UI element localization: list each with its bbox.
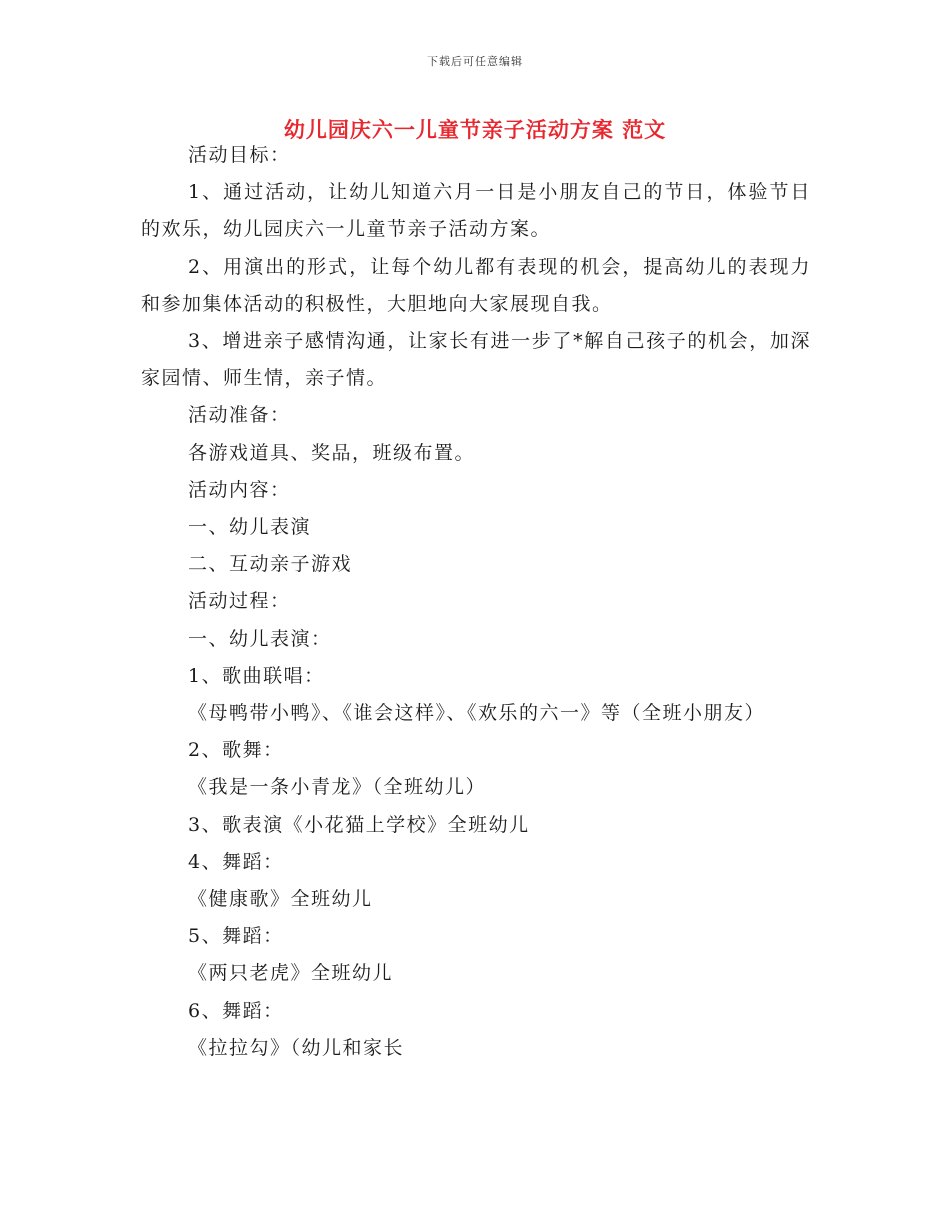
program-item-3: 3、歌表演《小花猫上学校》全班幼儿: [188, 813, 530, 836]
section-heading-content: 活动内容：: [188, 478, 291, 501]
program-item-4-detail: 《健康歌》全班幼儿: [188, 888, 373, 911]
program-item-2-detail: 《我是一条小青龙》（全班幼儿）: [188, 776, 487, 799]
document-body: [141, 137, 811, 1067]
program-item-4-heading: 4、舞蹈：: [188, 850, 284, 873]
program-item-5-heading: 5、舞蹈：: [188, 925, 284, 948]
section-heading-goals: 活动目标：: [188, 144, 291, 166]
list-item-content-1: 一、幼儿表演: [188, 516, 312, 539]
paragraph-goal-2: 2、用演出的形式，让每个幼儿都有表现的机会，提高幼儿的表现力和参加集体活动的积极性，大胆地向大家展现自我。: [141, 255, 811, 315]
program-item-1-detail: 《母鸭带小鸭》、《谁会这样》、《欢乐的六一》等（全班小朋友）: [188, 702, 766, 725]
program-item-1-heading: 1、歌曲联唱：: [188, 664, 325, 687]
document-title: 幼儿园庆六一儿童节亲子活动方案 范文: [283, 117, 667, 142]
program-item-2-heading: 2、歌舞：: [188, 739, 284, 762]
page-header: 下载后可任意编辑: [427, 55, 523, 68]
paragraph-preparation: 各游戏道具、奖品，班级布置。: [188, 441, 476, 464]
paragraph-goal-1: 1、通过活动，让幼儿知道六月一日是小朋友自己的节日，体验节日的欢乐，幼儿园庆六一儿童节亲子活动方案。: [141, 181, 811, 241]
list-item-content-2: 二、互动亲子游戏: [188, 553, 353, 576]
section-heading-preparation: 活动准备：: [188, 404, 291, 427]
program-item-6-heading: 6、舞蹈：: [188, 999, 284, 1022]
program-item-5-detail: 《两只老虎》全班幼儿: [188, 962, 394, 985]
subsection-heading-performance: 一、幼儿表演：: [188, 627, 332, 650]
section-heading-process: 活动过程：: [188, 590, 291, 613]
paragraph-goal-3: 3、增进亲子感情沟通，让家长有进一步了*解自己孩子的机会，加深家园情、师生情，亲子情。: [141, 330, 811, 390]
program-item-6-detail: 《拉拉勾》（幼儿和家长: [188, 1036, 405, 1059]
